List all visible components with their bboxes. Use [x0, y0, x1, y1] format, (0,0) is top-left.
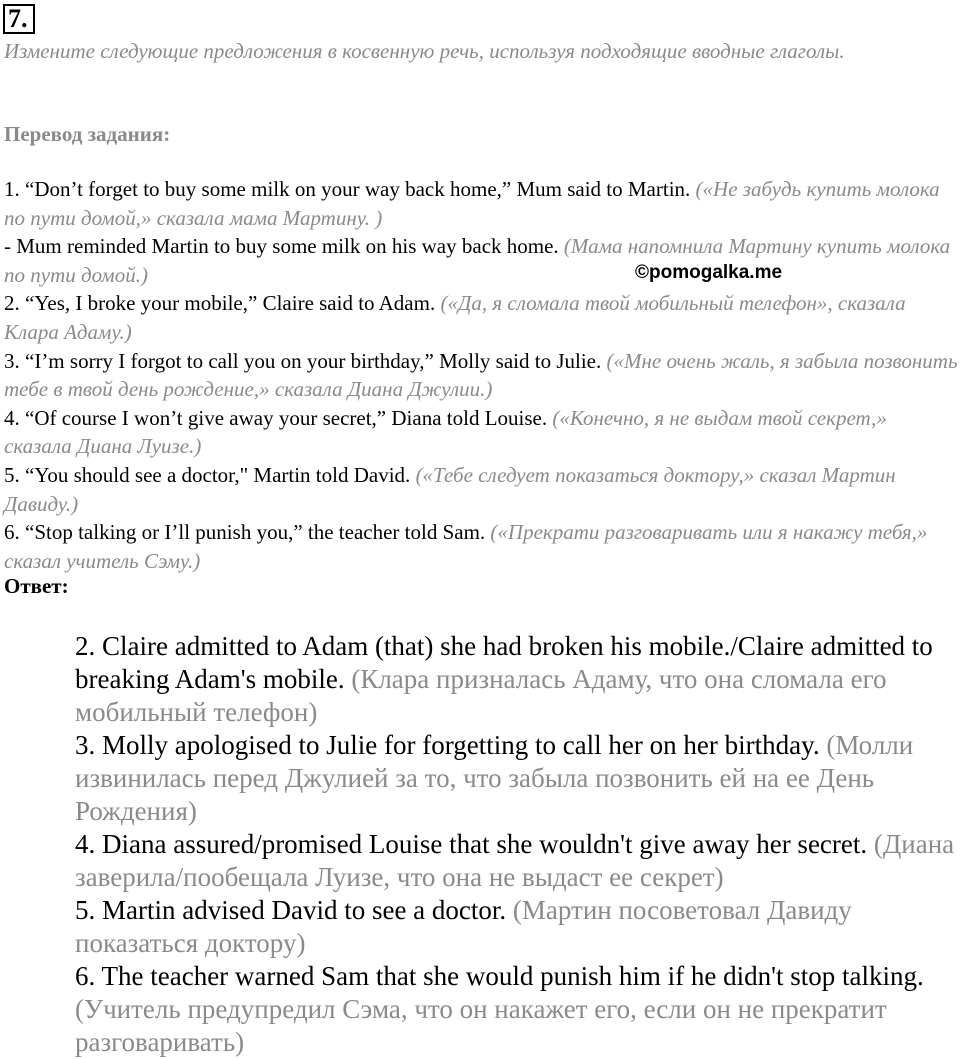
task-en: 2. “Yes, I broke your mobile,” Claire said to Adam. — [4, 291, 441, 316]
task-ru: («Конечно, я не выдам твой секрет,» сказала Диана Луизе.) — [4, 405, 887, 459]
answer-en: 2. Claire admitted to Adam (that) she had broken his mobile./Claire admitted to breaking Adam's mobile. — [75, 631, 933, 694]
task-en: 3. “I’m sorry I forgot to call you on your birthday,” Molly said to Julie. — [4, 348, 607, 373]
answer-item — [75, 630, 960, 729]
task-en: 6. “Stop talking or I’ll punish you,” the teacher told Sam. — [4, 520, 491, 545]
answer-list — [75, 630, 960, 1059]
task-en: 4. “Of course I won’t give away your secret,” Diana told Louise. — [4, 405, 553, 430]
task-en: 1. “Don’t forget to buy some milk on your way back home,” Mum said to Martin. — [4, 177, 696, 201]
watermark: ©pomogalka.me — [635, 262, 783, 283]
task-ru: («Мне очень жаль, я забыла позвонить тебе в твой день рождение,» сказала Диана Джулии.) — [4, 348, 958, 402]
instruction-text: Измените следующие предложения в косвенную речь, используя подходящие вводные глаголы. — [4, 39, 845, 63]
answer-en: 6. The teacher warned Sam that she would punish him if he didn't stop talking. — [75, 961, 924, 991]
answer-en: 4. Diana assured/promised Louise that she wouldn't give away her secret. — [75, 829, 874, 859]
task-item — [4, 347, 959, 404]
task-ru: («Тебе следует показаться доктору,» сказал Мартин Давиду.) — [4, 462, 896, 516]
task-item — [4, 289, 959, 346]
answer-ru: (Клара призналась Адаму, что она сломала его мобильный телефон) — [75, 664, 887, 727]
answer-en: 5. Martin advised David to see a doctor. — [75, 895, 513, 925]
answer-ru: (Учитель предупредил Сэма, что он накажет его, если он не прекратит разговаривать) — [75, 994, 887, 1057]
answer-en: 3. Molly apologised to Julie for forgetting to call her on her birthday. — [75, 730, 827, 760]
answer-item — [75, 729, 960, 828]
task-ru: (Мама напомнила Мартину купить молока по пути домой.) — [4, 234, 951, 287]
task-en: - Mum reminded Martin to buy some milk on his way back home. — [4, 234, 564, 259]
task-item — [4, 232, 959, 289]
answer-ru: (Мартин посоветовал Давиду показаться доктору) — [75, 895, 852, 958]
task-item — [4, 461, 959, 518]
answer-heading: Ответ: — [4, 574, 69, 598]
answer-ru: (Молли извинилась перед Джулией за то, что забыла позвонить ей на ее День Рождения) — [75, 730, 914, 826]
task-ru: («Прекрати разговаривать или я накажу тебя,» сказал учитель Сэму.) — [4, 520, 928, 573]
exercise-number: 7. — [3, 4, 35, 34]
task-item — [4, 175, 959, 232]
task-ru: («Не забудь купить молока по пути домой,» сказала мама Мартину. ) — [4, 177, 940, 230]
task-item — [4, 404, 959, 461]
answer-ru: (Диана заверила/пообещала Луизе, что она не выдаст ее секрет) — [75, 829, 955, 892]
answer-item — [75, 828, 960, 894]
answer-item — [75, 960, 960, 1059]
task-list — [4, 175, 959, 575]
task-en: 5. “You should see a doctor," Martin told David. — [4, 462, 416, 487]
answer-item — [75, 894, 960, 960]
task-ru: («Да, я сломала твой мобильный телефон», сказала Клара Адаму.) — [4, 291, 906, 344]
translation-heading: Перевод задания: — [4, 122, 171, 146]
task-item — [4, 518, 959, 575]
